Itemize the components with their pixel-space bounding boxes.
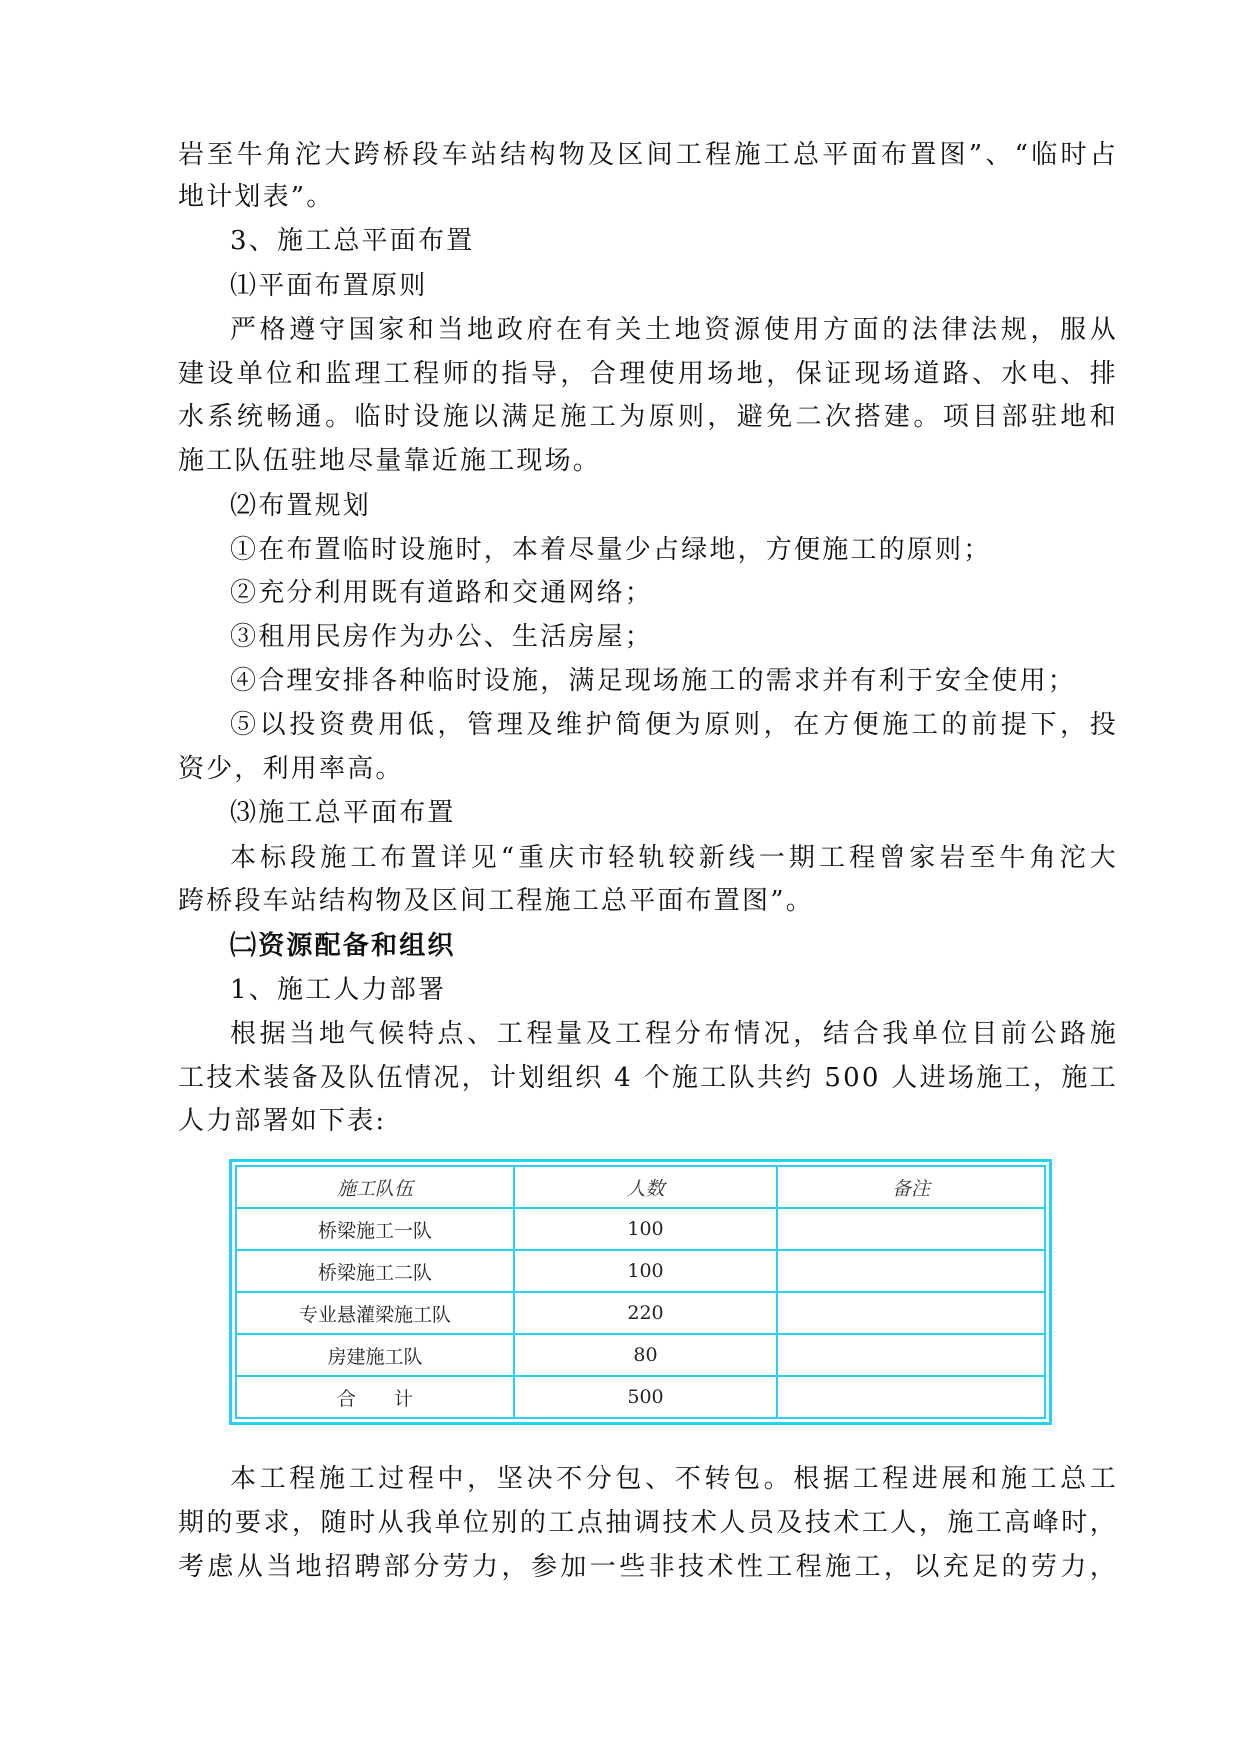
cell-remark bbox=[777, 1250, 1045, 1292]
table-header-row bbox=[236, 1166, 1045, 1208]
cell-remark bbox=[777, 1208, 1045, 1250]
paragraph-line: 岩至牛角沱大跨桥段车站结构物及区间工程施工总平面布置图”、“临时占 bbox=[178, 140, 1118, 170]
subsection-heading: ⑴平面布置原则 bbox=[230, 271, 428, 301]
paragraph-line: 期的要求，随时从我单位别的工点抽调技术人员及技术工人，施工高峰时， bbox=[178, 1508, 1118, 1538]
list-item: ③租用民房作为办公、生活房屋； bbox=[230, 622, 654, 652]
header-cell-team: 施工队伍 bbox=[236, 1166, 514, 1208]
cell-count: 100 bbox=[514, 1250, 777, 1292]
table-row bbox=[236, 1292, 1045, 1334]
cell-team: 专业悬灌梁施工队 bbox=[236, 1292, 514, 1334]
cell-team: 桥梁施工二队 bbox=[236, 1250, 514, 1292]
cell-count: 220 bbox=[514, 1292, 777, 1334]
cell-count: 500 bbox=[514, 1376, 777, 1418]
staffing-table bbox=[229, 1159, 1052, 1425]
paragraph-line: 资少，利用率高。 bbox=[178, 754, 404, 784]
table-row bbox=[236, 1208, 1045, 1250]
header-cell-remark: 备注 bbox=[777, 1166, 1045, 1208]
table-row bbox=[236, 1250, 1045, 1292]
cell-team: 房建施工队 bbox=[236, 1334, 514, 1376]
paragraph-line: 根据当地气候特点、工程量及工程分布情况，结合我单位目前公路施 bbox=[230, 1019, 1118, 1049]
cell-remark bbox=[777, 1334, 1045, 1376]
table-row-total bbox=[236, 1376, 1045, 1418]
paragraph-line: 地计划表”。 bbox=[178, 182, 335, 212]
cell-remark bbox=[777, 1292, 1045, 1334]
cell-count: 100 bbox=[514, 1208, 777, 1250]
cell-team: 合 计 bbox=[236, 1376, 514, 1418]
cell-count: 80 bbox=[514, 1334, 777, 1376]
section-heading: 1、施工人力部署 bbox=[230, 975, 447, 1005]
paragraph-line: 考虑从当地招聘部分劳力，参加一些非技术性工程施工，以充足的劳力， bbox=[178, 1552, 1118, 1582]
subsection-heading: ⑵布置规划 bbox=[230, 491, 372, 521]
list-item: ②充分利用既有道路和交通网络； bbox=[230, 578, 654, 608]
cell-remark bbox=[777, 1376, 1045, 1418]
subsection-heading: ⑶施工总平面布置 bbox=[230, 798, 456, 828]
paragraph-line: 本标段施工布置详见“重庆市轻轨较新线一期工程曾家岩至牛角沱大 bbox=[230, 843, 1118, 873]
paragraph-line: 施工队伍驻地尽量靠近施工现场。 bbox=[178, 446, 602, 476]
paragraph-line: 水系统畅通。临时设施以满足施工为原则，避免二次搭建。项目部驻地和 bbox=[178, 402, 1118, 432]
paragraph-line: 建设单位和监理工程师的指导，合理使用场地，保证现场道路、水电、排 bbox=[178, 359, 1118, 389]
list-item: ⑤以投资费用低，管理及维护简便为原则，在方便施工的前提下，投 bbox=[230, 710, 1118, 740]
cell-team: 桥梁施工一队 bbox=[236, 1208, 514, 1250]
paragraph-line: 本工程施工过程中，坚决不分包、不转包。根据工程进展和施工总工 bbox=[230, 1464, 1118, 1494]
list-item: ④合理安排各种临时设施，满足现场施工的需求并有利于安全使用； bbox=[230, 666, 1077, 696]
section-heading: 3、施工总平面布置 bbox=[230, 226, 475, 256]
paragraph-line: 严格遵守国家和当地政府在有关土地资源使用方面的法律法规，服从 bbox=[230, 315, 1118, 345]
paragraph-line: 人力部署如下表: bbox=[178, 1106, 387, 1136]
paragraph-line: 工技术装备及队伍情况，计划组织 4 个施工队共约 500 人进场施工，施工 bbox=[178, 1063, 1118, 1093]
section-heading: ㈡资源配备和组织 bbox=[230, 931, 456, 961]
header-cell-count: 人数 bbox=[514, 1166, 777, 1208]
paragraph-line: 跨桥段车站结构物及区间工程施工总平面布置图”。 bbox=[178, 886, 814, 916]
list-item: ①在布置临时设施时，本着尽量少占绿地，方便施工的原则； bbox=[230, 535, 992, 565]
table-row bbox=[236, 1334, 1045, 1376]
